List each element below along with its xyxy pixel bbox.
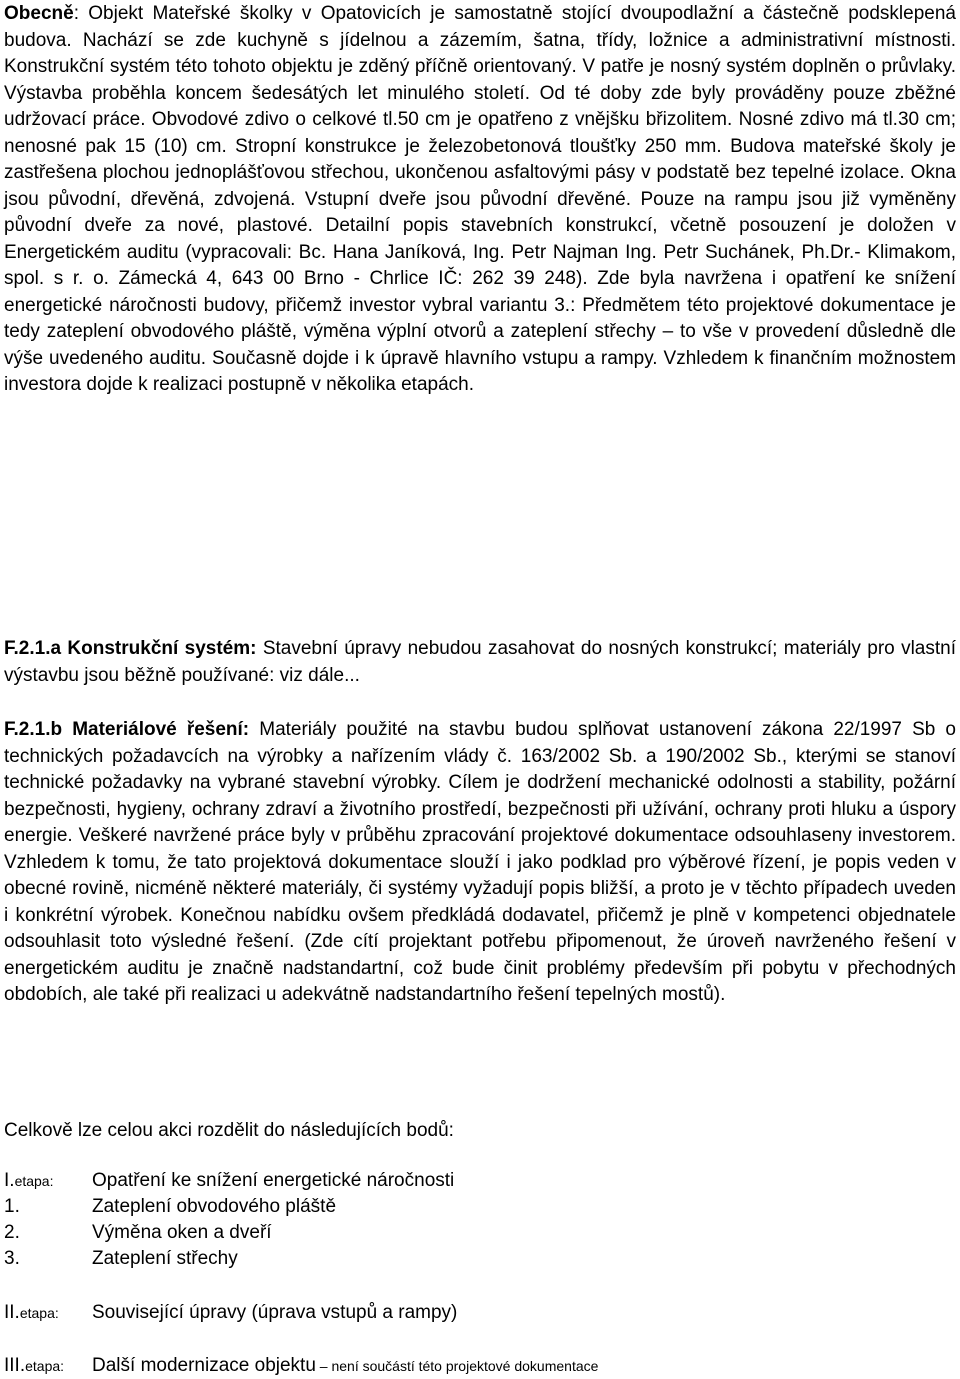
list-item-text: Výměna oken a dveří: [92, 1222, 272, 1243]
list-item-number: 1.: [4, 1196, 20, 1217]
stage-2-block: [4, 1300, 956, 1326]
list-item-number: 2.: [4, 1222, 20, 1243]
section-a-heading: Konstrukční systém:: [67, 638, 257, 659]
intro-text: : Objekt Mateřské školky v Opatovicích je samostatně stojící dvoupodlažní a částečně podsklepená budova. Nachází se zde kuchyně s jídelnou a zázemím, šatna, třídy, ložnice a administrativní místnosti. Konstrukční systém této tohoto objektu je zděný příčně orientovaný. V patře je nosný systém doplněn o průvlaky. Výstavba proběhla koncem šedesátých let minulého století. Od té doby zde byly prováděny pouze zběžné udržovací práce. Obvodové zdivo o celkové tl.50 cm je opatřeno z vnějšku břizolitem. Nosné zdivo má tl.30 cm; nenosné pak 15 (10) cm. Stropní konstrukce je železobetonová tloušťky 250 mm. Budova mateřské školy je zastřešena plochou jednoplášťovou střechou, ukončenou asfaltovými pásy v podstatě bez tepelné izolace. Okna jsou původní, dřevěná, zdvojená. Vstupní dveře jsou původní dřevěné. Pouze na rampu jsou již vyměněny původní dveře za nové, plastové. Detailní popis stavebních konstrukcí, včetně posouzení je doložen v Energetickém auditu (vypracovali: Bc. Hana Janíková, Ing. Petr Najman Ing. Petr Suchánek, Ph.Dr.- Klimakom, spol. s r. o. Zámecká 4, 643 00 Brno - Chrlice IČ: 262 39 248). Zde byla navržena i opatření ke snížení energetické náročnosti budovy, přičemž investor vybral variantu 3.: Předmětem této projektové dokumentace je tedy zateplení obvodového pláště, výměna výplní otvorů a zateplení střechy – to vše v provedení důsledně dle výše uvedeného auditu. Současně dojde i k úpravě hlavního vstupu a rampy. Vzhledem k finančním možnostem investora dojde k realizaci postupně v několika etapách.: [4, 3, 956, 395]
stage-1-suffix: etapa:: [14, 1173, 54, 1189]
stage-3-suffix: etapa:: [25, 1358, 65, 1374]
list-item-number: 3.: [4, 1248, 20, 1269]
stage-2-roman: II.: [4, 1302, 20, 1323]
list-item: [4, 1220, 956, 1246]
section-b-paragraph: [4, 717, 956, 1009]
stage-3-roman: III.: [4, 1355, 26, 1376]
stage-2-header: [4, 1300, 956, 1326]
stage-3-note: – není součástí této projektové dokumentace: [315, 1358, 599, 1374]
section-b-text: Materiály použité na stavbu budou splňovat ustanovení zákona 22/1997 Sb o technických požadavcích na výrobky a nařízením vlády č. 163/2002 Sb. a 190/2002 Sb., kterými se stanoví technické požadavky na vybrané stavební výrobky. Cílem je dodržení mechanické odolnosti a stability, požární bezpečnosti, hygieny, ochrany zdraví a životního prostředí, bezpečnosti při užívání, ochrany proti hluku a úspory energie. Veškeré navržené práce byly v průběhu zpracování projektové dokumentace odsouhlaseny investorem. Vzhledem k tomu, že tato projektová dokumentace slouží i jako podklad pro výběrové řízení, je popis veden v obecné rovině, nicméně některé materiály, či systémy vyžadují popis bližší, a proto je v těchto případech uveden i konkrétní výrobek. Konečnou nabídku ovšem předkládá dodavatel, přičemž je plně v kompetenci objednatele odsouhlasit toto výsledné řešení. (Zde cítí projektant potřebu připomenout, že úroveň navrženého řešení v energetickém auditu je značně nadstandartní, což bude činit problémy především při pobytu v přechodných obdobích, ale také při realizaci u adekvátně nadstandartního řešení tepelných mostů).: [4, 719, 956, 1005]
stage-3-block: [4, 1353, 956, 1379]
section-a-text: Stavební úpravy nebudou zasahovat do nosných konstrukcí; materiály pro vlastní výstavbu jsou běžně používané: viz dále...: [4, 638, 956, 686]
intro-label: Obecně: [4, 3, 74, 24]
list-item-text: Zateplení střechy: [92, 1248, 238, 1269]
list-item-text: Zateplení obvodového pláště: [92, 1196, 337, 1217]
list-item: [4, 1194, 956, 1220]
stage-1-title: Opatření ke snížení energetické náročnosti: [92, 1170, 455, 1191]
section-a-number: F.2.1.a: [4, 638, 62, 659]
intro-paragraph: [4, 1, 956, 399]
stage-1-header: [4, 1168, 956, 1194]
list-item: [4, 1246, 956, 1272]
stage-2-suffix: etapa:: [19, 1305, 59, 1321]
section-b-heading: Materiálové řešení:: [72, 719, 250, 740]
stage-2-title: Související úpravy (úprava vstupů a rampy): [92, 1302, 458, 1323]
section-a-paragraph: [4, 636, 956, 689]
stage-3-title: Další modernizace objektu: [92, 1355, 316, 1376]
stage-1-roman: I.: [4, 1170, 15, 1191]
stage-3-header: [4, 1353, 956, 1379]
stage-1-block: [4, 1168, 956, 1272]
lead-text: Celkově lze celou akci rozdělit do následujících bodů:: [4, 1120, 454, 1141]
section-b-number: F.2.1.b: [4, 719, 63, 740]
